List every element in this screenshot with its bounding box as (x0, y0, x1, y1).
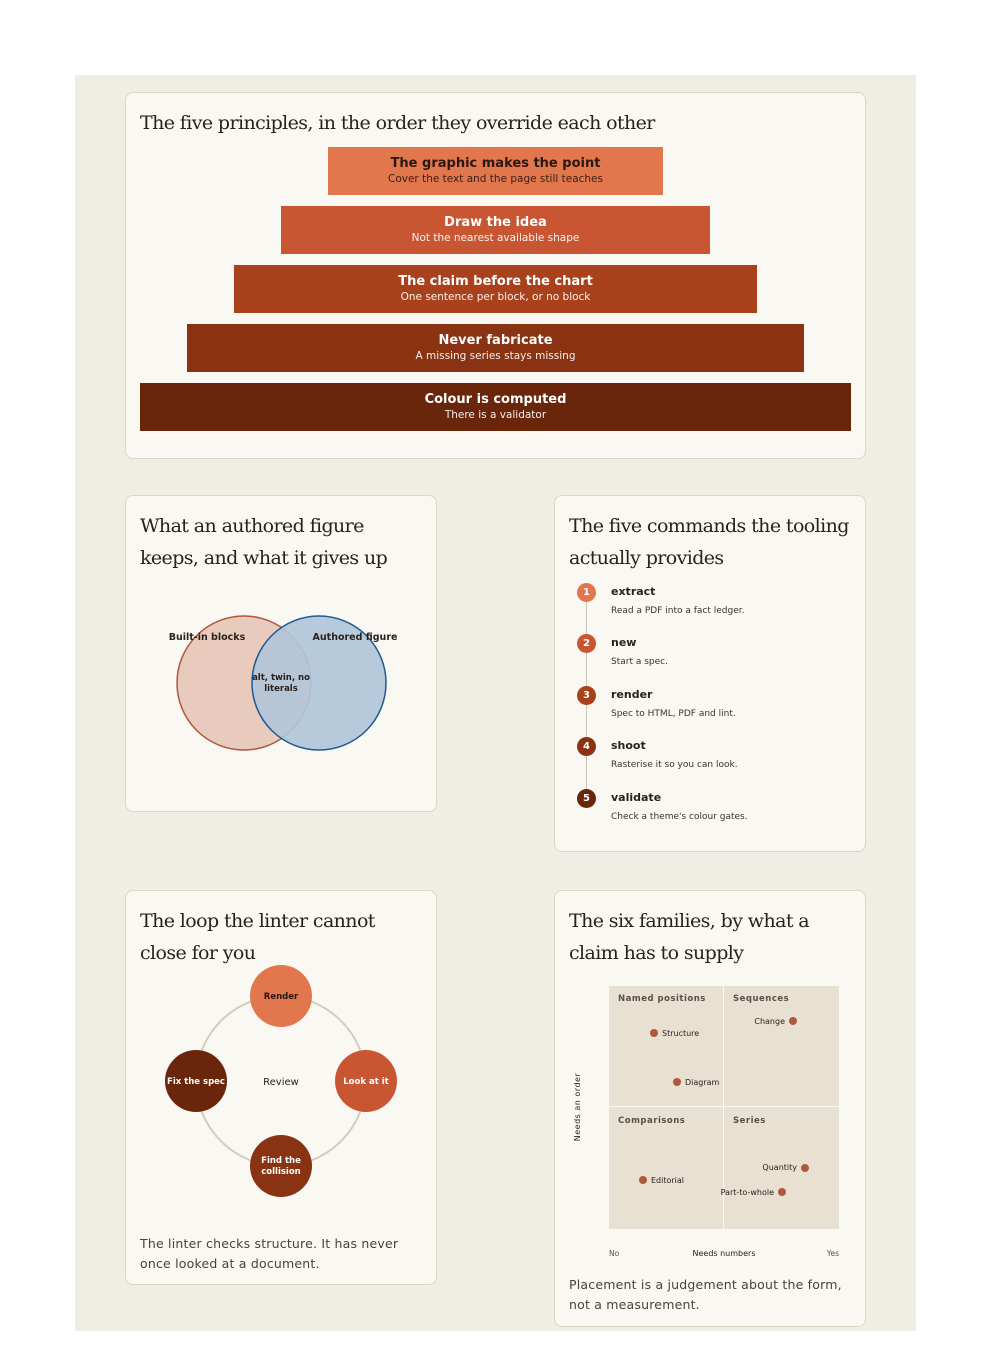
step-desc: Read a PDF into a fact ledger. (611, 606, 745, 616)
tier-heading: The claim before the chart (398, 274, 593, 289)
tier-heading: Draw the idea (444, 215, 547, 230)
loop-node-label: Look at it (343, 1077, 389, 1087)
loop-card (125, 890, 437, 1285)
loop-node-find (250, 1135, 312, 1197)
tier-heading: The graphic makes the point (390, 156, 601, 171)
quadrant-label: Comparisons (618, 1116, 686, 1126)
step-desc: Rasterise it so you can look. (611, 760, 738, 770)
tier-sub: Not the nearest available shape (411, 232, 580, 244)
command-step-1 (577, 583, 847, 629)
loop-title: The loop the linter cannot close for you (140, 910, 375, 964)
families-title: The six families, by what a claim has to supply (569, 910, 810, 964)
step-desc: Start a spec. (611, 657, 668, 667)
y-axis-label: Needs an order (573, 1072, 582, 1142)
venn-left-label: Built-in blocks (168, 632, 246, 643)
point-label: Diagram (685, 1078, 720, 1087)
x-axis-label: Needs numbers (692, 1249, 756, 1258)
step-desc: Check a theme's colour gates. (611, 812, 748, 822)
quadrant-label: Named positions (618, 994, 706, 1004)
step-name: validate (611, 791, 662, 804)
step-number: 1 (577, 583, 596, 602)
point-label: Editorial (651, 1176, 685, 1185)
x-axis-yes: Yes (826, 1249, 839, 1258)
x-axis-no: No (609, 1249, 620, 1258)
loop-node-look (335, 1050, 397, 1112)
loop-node-label: Fix the spec (167, 1077, 225, 1087)
families-quadrant-chart (555, 979, 865, 1269)
pyramid-tier-1 (328, 147, 663, 195)
commands-title: The five commands the tooling actually provides (569, 515, 849, 569)
pyramid-tier-2 (281, 206, 710, 254)
point-label: Quantity (762, 1163, 797, 1172)
pyramid-tier-5 (140, 383, 851, 431)
tier-heading: Never fabricate (438, 333, 553, 348)
tier-sub: There is a validator (444, 409, 547, 421)
step-number: 2 (577, 634, 596, 653)
step-name: shoot (611, 739, 646, 752)
command-step-2 (577, 634, 847, 680)
families-note: Placement is a judgement about the form, not a measurement. (569, 1277, 842, 1312)
step-number: 5 (577, 789, 596, 808)
loop-node-fix (165, 1050, 227, 1112)
point-change (789, 1017, 797, 1025)
venn-overlap-label-1: alt, twin, no (252, 673, 310, 683)
venn-title: What an authored figure keeps, and what it gives up (140, 515, 388, 569)
step-name: new (611, 636, 637, 649)
point-label: Change (754, 1017, 785, 1026)
step-number: 4 (577, 737, 596, 756)
loop-node-render (250, 965, 312, 1027)
tier-sub: One sentence per block, or no block (400, 291, 591, 303)
pyramid-tier-4 (187, 324, 804, 372)
loop-node-label-1: Find the (261, 1156, 301, 1166)
command-step-3 (577, 686, 847, 732)
venn-diagram (126, 606, 436, 806)
step-desc: Spec to HTML, PDF and lint. (611, 709, 736, 719)
venn-right-label: Authored figure (312, 632, 398, 643)
pyramid-title: The five principles, in the order they override each other (140, 112, 655, 134)
principles-pyramid-card (125, 92, 866, 459)
point-part-to-whole (778, 1188, 786, 1196)
point-structure (650, 1029, 658, 1037)
point-quantity (801, 1164, 809, 1172)
tier-heading: Colour is computed (424, 392, 567, 407)
loop-center-label: Review (263, 1077, 299, 1088)
quadrant-top-right (724, 986, 839, 1106)
step-number: 3 (577, 686, 596, 705)
quadrant-label: Sequences (733, 994, 790, 1004)
step-name: render (611, 688, 653, 701)
point-editorial (639, 1176, 647, 1184)
commands-card (554, 495, 866, 852)
pyramid-tier-3 (234, 265, 757, 313)
step-name: extract (611, 585, 656, 598)
point-diagram (673, 1078, 681, 1086)
loop-node-label-2: collision (261, 1167, 301, 1177)
command-step-5 (577, 789, 847, 835)
families-card (554, 890, 866, 1327)
loop-note: The linter checks structure. It has never once looked at a document. (140, 1236, 399, 1271)
tier-sub: Cover the text and the page still teaches (388, 173, 603, 185)
quadrant-label: Series (733, 1116, 766, 1126)
point-label: Part-to-whole (720, 1188, 774, 1197)
loop-node-label: Render (263, 992, 299, 1002)
tier-sub: A missing series stays missing (415, 350, 576, 362)
command-step-4 (577, 737, 847, 783)
quadrant-top-left (609, 986, 723, 1106)
venn-card (125, 495, 437, 812)
point-label: Structure (662, 1029, 700, 1038)
loop-diagram (126, 961, 436, 1211)
venn-overlap-label-2: literals (264, 684, 298, 694)
